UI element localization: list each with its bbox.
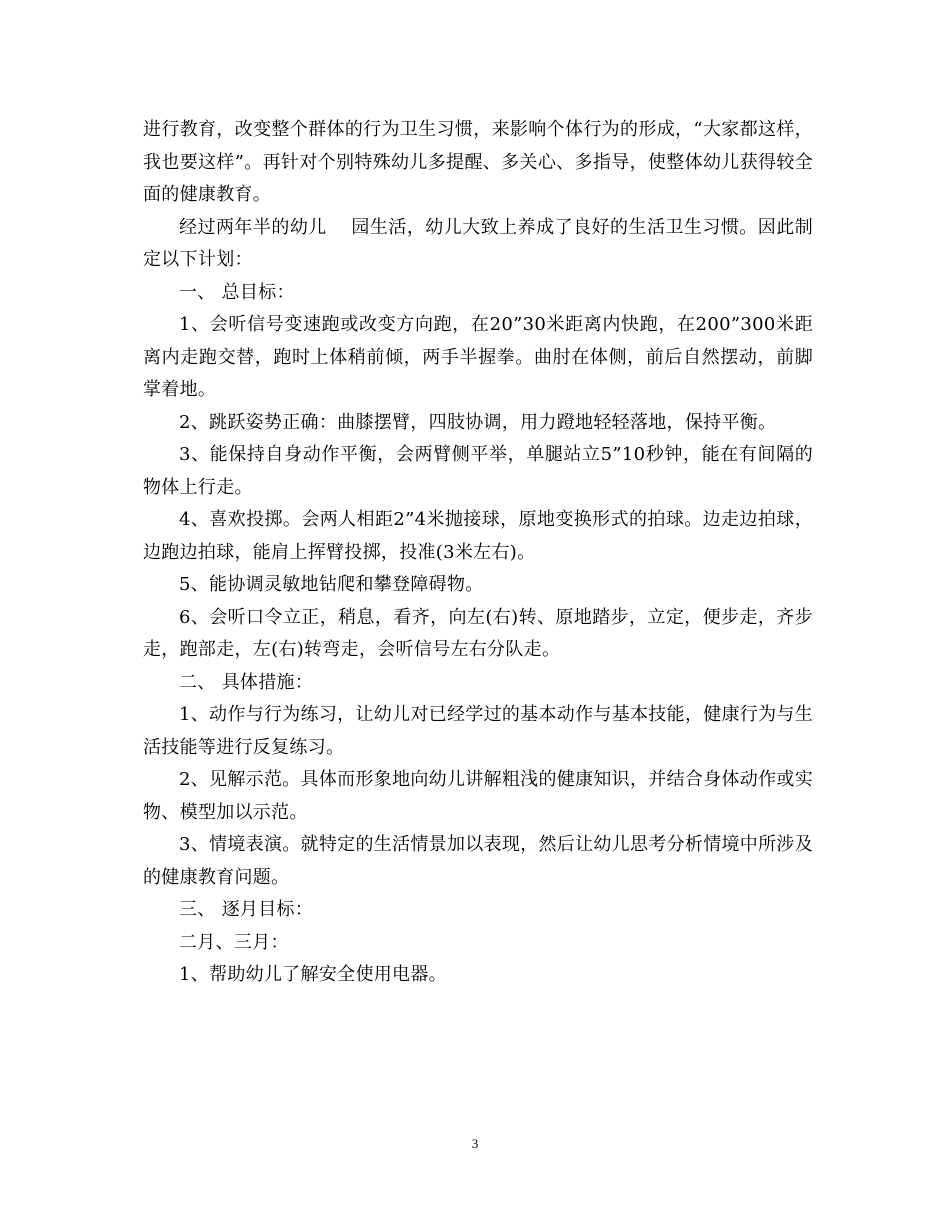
list-item: 1、会听信号变速跑或改变方向跑，在20”30米距离内快跑，在200”300米距离内走跑交替，跑时上体稍前倾，两手半握拳。曲肘在体侧，前后自然摆动，前脚掌着地。 [143,314,813,400]
paragraph: 进行教育，改变整个群体的行为卫生习惯，来影响个体行为的形成，“大家都这样，我也要这样”。再针对个别特殊幼儿多提醒、多关心、多指导，使整体幼儿获得较全面的健康教育。 [143,119,813,205]
page-number: 3 [471,1136,479,1151]
list-item: 2、见解示范。具体而形象地向幼儿讲解粗浅的健康知识，并结合身体动作或实物、模型加以示范。 [143,769,813,823]
paragraph: 经过两年半的幼儿 园生活，幼儿大致上养成了良好的生活卫生习惯。因此制定以下计划： [143,216,813,270]
list-item: 1、帮助幼儿了解安全使用电器。 [179,964,447,985]
list-item: 1、动作与行为练习，让幼儿对已经学过的基本动作与基本技能，健康行为与生活技能等进行反复练习。 [143,704,813,758]
list-item: 3、能保持自身动作平衡，会两臂侧平举，单腿站立5”10秒钟，能在有间隔的物体上行走。 [143,444,813,498]
section-heading: 三、 逐月目标： [179,899,314,920]
list-item: 4、喜欢投掷。会两人相距2”4米抛接球，原地变换形式的拍球。边走边拍球，边跑边拍球，能肩上挥臂投掷，投准(3米左右)。 [143,509,813,563]
list-item: 2、跳跃姿势正确：曲膝摆臂，四肢协调，用力蹬地轻轻落地，保持平衡。 [179,411,777,433]
section-heading: 二、 具体措施： [179,671,314,693]
list-item: 5、能协调灵敏地钻爬和攀登障碍物。 [179,574,484,595]
list-item: 3、情境表演。就特定的生活情景加以表现，然后让幼儿思考分析情境中所涉及的健康教育问题。 [143,834,813,888]
document-body [143,114,813,992]
list-item: 6、会听口令立正，稍息，看齐，向左(右)转、原地踏步，立定，便步走，齐步走，跑部走，左(右)转弯走，会听信号左右分队走。 [143,606,813,660]
section-heading: 一、 总目标： [179,281,295,303]
subsection-heading: 二月、三月： [179,931,289,953]
